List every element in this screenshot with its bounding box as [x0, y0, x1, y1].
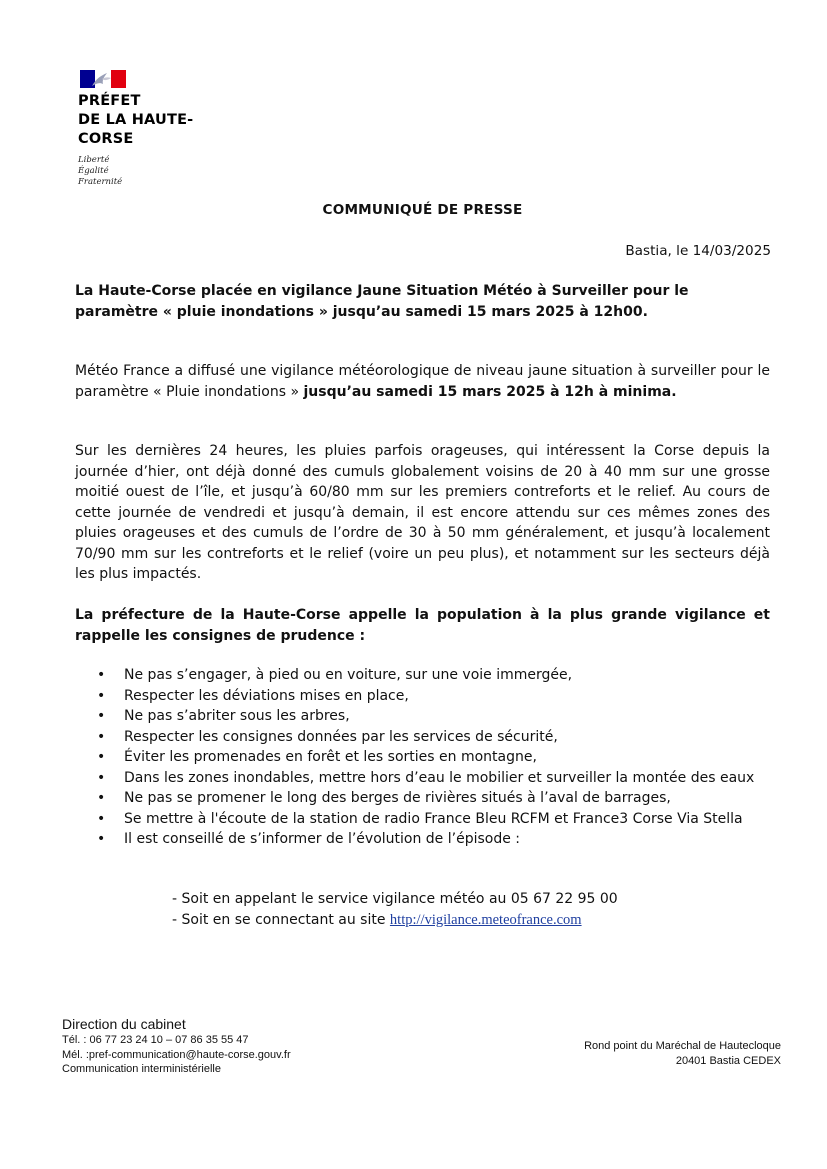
list-item — [75, 809, 770, 830]
logo-line-2: DE LA HAUTE- — [78, 112, 194, 128]
bullet-icon: • — [97, 667, 106, 683]
bullet-icon: • — [97, 831, 106, 847]
bullet-icon: • — [97, 749, 106, 765]
paragraph-appeal: La préfecture de la Haute-Corse appelle la population à la plus grande vigilance et rappelle les consignes de prudence : — [75, 607, 770, 644]
list-item — [75, 747, 770, 768]
list-item — [75, 706, 770, 727]
list-item — [75, 727, 770, 748]
footer-phone: Tél. : 06 77 23 24 10 – 07 86 35 55 47 — [62, 1034, 249, 1046]
list-item-text: Se mettre à l'écoute de la station de radio France Bleu RCFM et France3 Corse Via Stella — [124, 810, 743, 827]
footer-address-line-1: Rond point du Maréchal de Hautecloque — [584, 1040, 781, 1052]
list-item — [75, 829, 770, 850]
website-source-text: - Soit en se connectant au site — [172, 911, 390, 928]
list-item-text: Respecter les déviations mises en place, — [124, 687, 409, 704]
motto-egalite: Égalité — [78, 166, 109, 176]
page-title: COMMUNIQUÉ DE PRESSE — [322, 202, 523, 218]
footer-address — [584, 1039, 781, 1068]
list-item-text: Dans les zones inondables, mettre hors d’eau le mobilier et surveiller la montée des eaux — [124, 769, 755, 786]
vigilance-link[interactable]: http://vigilance.meteofrance.com — [389, 911, 582, 928]
prefet-logo-text — [78, 92, 193, 188]
date-line: Bastia, le 14/03/2025 — [625, 243, 771, 259]
bullet-icon: • — [97, 708, 106, 724]
footer-contact — [62, 1016, 291, 1077]
headline-line-1: La Haute-Corse placée en vigilance Jaune Situation Météo à Surveiller pour le — [75, 283, 689, 299]
list-item-text: Éviter les promenades en forêt et les sorties en montagne, — [124, 749, 537, 765]
list-item-text: Ne pas s’engager, à pied ou en voiture, sur une voie immergée, — [124, 667, 573, 683]
list-item-text: Il est conseillé de s’informer de l’évolution de l’épisode : — [124, 831, 520, 847]
info-sources — [172, 889, 618, 930]
bullet-icon: • — [97, 687, 106, 704]
logo-line-1: PRÉFET — [78, 93, 141, 109]
list-item — [75, 768, 770, 789]
headline-line-2: paramètre « pluie inondations » jusqu’au samedi 15 mars 2025 à 12h00. — [75, 303, 648, 320]
headline — [75, 281, 770, 322]
footer-service: Communication interministérielle — [62, 1063, 221, 1075]
paragraph-intro — [75, 361, 770, 402]
paragraph-rainfall: Sur les dernières 24 heures, les pluies parfois orageuses, qui intéressent la Corse depuis la journée d’hier, ont déjà donné des cumuls globalement voisins de 20 à 40 mm sur une grosse moitié ouest de l’île, et jusqu’à 60/80 mm sur les premiers contreforts et le relief. Au cours de cette journée de vendredi et jusqu’à demain, il est encore attendu sur ces mêmes zones des pluies orageuses et des cumuls de l’ordre de 30 à 50 mm généralement, et jusqu’à localement 70/90 mm sur les contreforts et le relief (voire un peu plus), et notamment sur les secteurs déjà les plus impactés. — [75, 443, 770, 582]
bullet-icon: • — [97, 810, 106, 827]
list-item-text: Respecter les consignes données par les services de sécurité, — [124, 728, 558, 745]
motto-fraternite: Fraternité — [78, 177, 123, 187]
website-source — [172, 910, 618, 931]
list-item — [75, 788, 770, 809]
list-item — [75, 665, 770, 686]
footer-department: Direction du cabinet — [62, 1016, 186, 1032]
list-item-text: Ne pas se promener le long des berges de rivières situés à l’aval de barrages, — [124, 790, 671, 806]
paragraph-intro-bold: jusqu’au samedi 15 mars 2025 à 12h à minima. — [303, 383, 677, 400]
phone-source: - Soit en appelant le service vigilance météo au 05 67 22 95 00 — [172, 891, 618, 907]
list-item-text: Ne pas s’abriter sous les arbres, — [124, 708, 350, 724]
logo-line-3: CORSE — [78, 131, 134, 147]
bullet-icon: • — [97, 769, 106, 786]
bullet-icon: • — [97, 728, 106, 745]
footer-address-line-2: 20401 Bastia CEDEX — [675, 1054, 781, 1067]
footer-email: Mél. :pref-communication@haute-corse.gouv.fr — [62, 1048, 291, 1061]
list-item — [75, 686, 770, 707]
safety-instructions-list — [75, 665, 770, 850]
paragraph-intro-text: Météo France a diffusé une vigilance météorologique de niveau jaune situation à surveiller pour le paramètre « Pluie inondations » — [75, 363, 770, 400]
motto-liberte: Liberté — [78, 155, 110, 165]
republic-flag-logo — [80, 70, 126, 88]
bullet-icon: • — [97, 790, 106, 806]
